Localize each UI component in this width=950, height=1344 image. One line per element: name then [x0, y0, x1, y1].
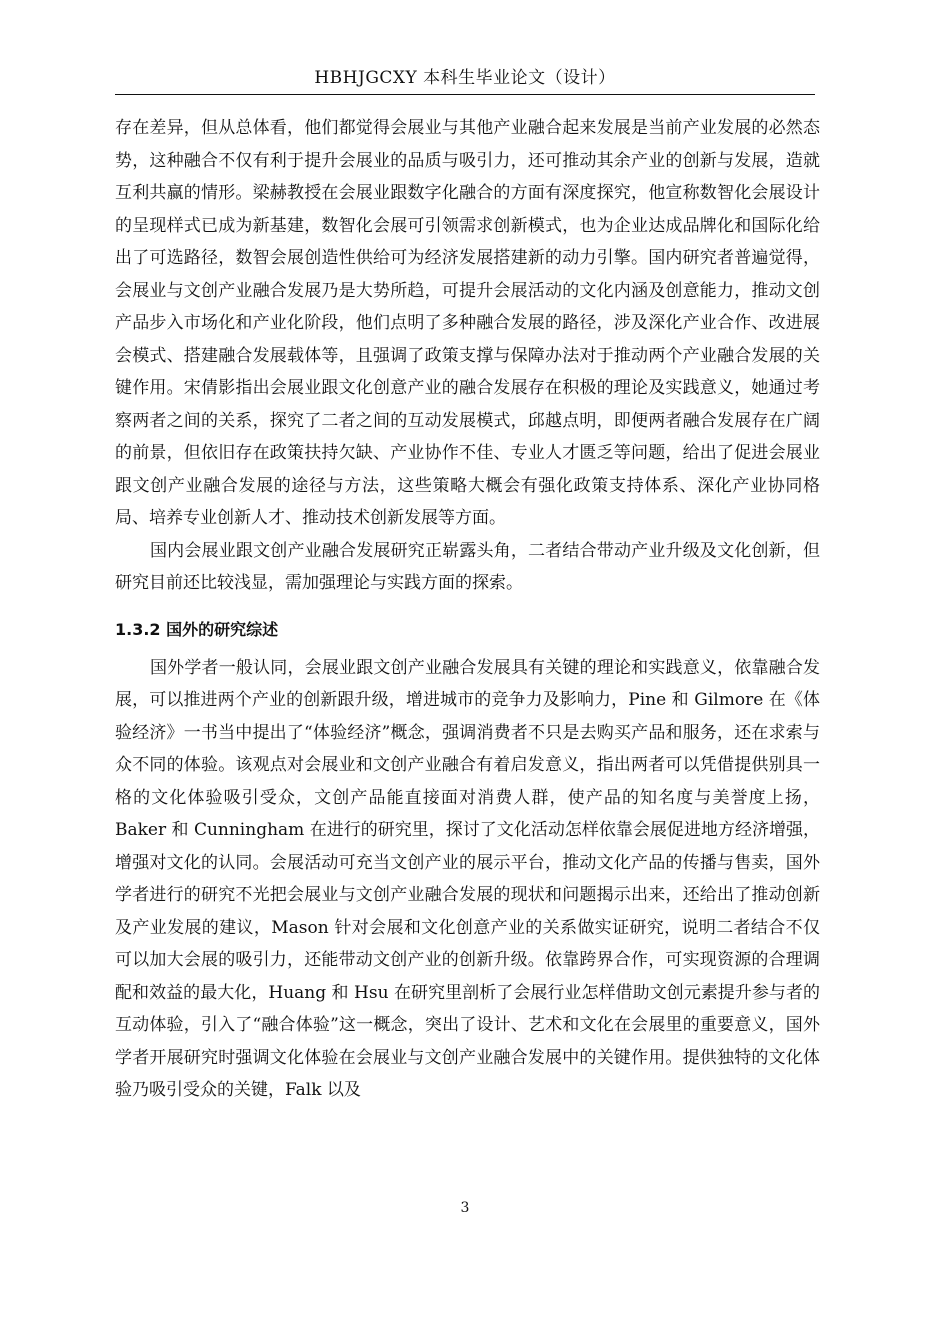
body-paragraph: 国内会展业跟文创产业融合发展研究正崭露头角，二者结合带动产业升级及文化创新，但研究目前还比较浅显，需加强理论与实践方面的探索。	[115, 540, 820, 593]
section-heading: 1.3.2 国外的研究综述	[115, 619, 279, 639]
body-paragraph: 存在差异，但从总体看，他们都觉得会展业与其他产业融合起来发展是当前产业发展的必然态势，这种融合不仅有利于提升会展业的品质与吸引力，还可推动其余产业的创新与发展，造就互利共赢的情形。梁赫教授在会展业跟数字化融合的方面有深度探究，他宣称数智化会展设计的呈现样式已成为新基建，数智化会展可引领需求创新模式，也为企业达成品牌化和国际化给出了可选路径，数智会展创造性供给可为经济发展搭建新的动力引擎。国内研究者普遍觉得，会展业与文创产业融合发展乃是大势所趋，可提升会展活动的文化内涵及创意能力，推动文创产品步入市场化和产业化阶段，他们点明了多种融合发展的路径，涉及深化产业合作、改进展会模式、搭建融合发展载体等，且强调了政策支撑与保障办法对于推动两个产业融合发展的关键作用。宋倩影指出会展业跟文化创意产业的融合发展存在积极的理论及实践意义，她通过考察两者之间的关系，探究了二者之间的互动发展模式，邱越点明，即便两者融合发展存在广阔的前景，但依旧存在政策扶持欠缺、产业协作不佳、专业人才匮乏等问题，给出了促进会展业跟文创产业融合发展的途径与方法，这些策略大概会有强化政策支持体系、深化产业协同格局、培养专业创新人才、推动技术创新发展等方面。	[115, 118, 820, 528]
body-paragraph: 国外学者一般认同，会展业跟文创产业融合发展具有关键的理论和实践意义，依靠融合发展，可以推进两个产业的创新跟升级，增进城市的竞争力及影响力，Pine 和 Gilmore 在《体验经济》一书当中提出了“体验经济”概念，强调消费者不只是去购买产品和服务，还在求索与众不同的体验。该观点对会展业和文创产业融合有着启发意义，指出两者可以凭借提供别具一格的文化体验吸引受众，文创产品能直接面对消费人群，使产品的知名度与美誉度上扬，Baker 和 Cunningham 在进行的研究里，探讨了文化活动怎样依靠会展促进地方经济增强，增强对文化的认同。会展活动可充当文创产业的展示平台，推动文化产品的传播与售卖，国外学者进行的研究不光把会展业与文创产业融合发展的现状和问题揭示出来，还给出了推动创新及产业发展的建议，Mason 针对会展和文化创意产业的关系做实证研究，说明二者结合不仅可以加大会展的吸引力，还能带动文创产业的创新升级。依靠跨界合作，可实现资源的合理调配和效益的最大化，Huang 和 Hsu 在研究里剖析了会展行业怎样借助文创元素提升参与者的互动体验，引入了“融合体验”这一概念，突出了设计、艺术和文化在会展里的重要意义，国外学者开展研究时强调文化体验在会展业与文创产业融合发展中的关键作用。提供独特的文化体验乃吸引受众的关键，Falk 以及	[115, 657, 820, 1100]
running-header: HBHJGCXY 本科生毕业论文（设计）	[314, 68, 616, 88]
main-content	[115, 112, 820, 1107]
header-divider	[115, 94, 815, 95]
page-number: 3	[460, 1200, 470, 1216]
